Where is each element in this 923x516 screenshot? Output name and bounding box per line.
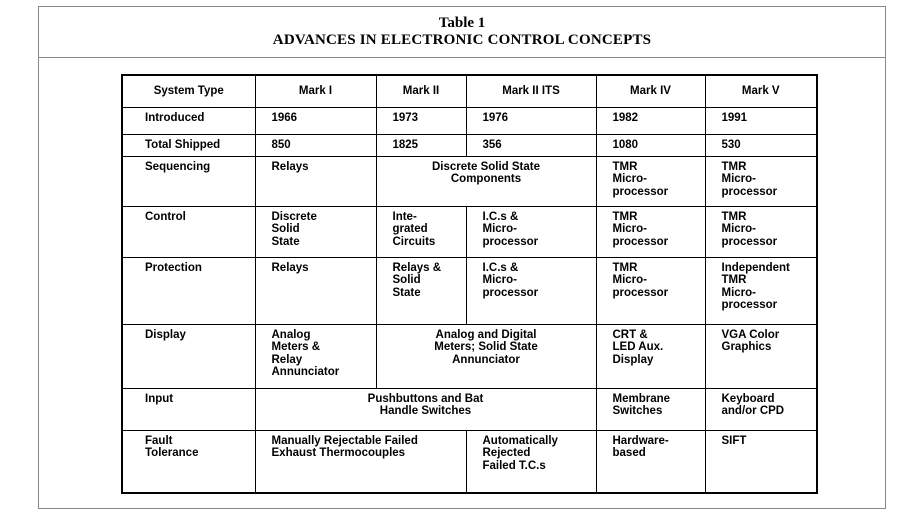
table-row-sequencing <box>122 156 817 206</box>
header-mark-4: Mark IV <box>596 75 705 107</box>
cell-fault-mark-2-its: Automatically Rejected Failed T.C.s <box>466 430 596 493</box>
cell-introduced-mark-4: 1982 <box>596 107 705 134</box>
caption-divider <box>39 57 885 58</box>
table-row-introduced <box>122 107 817 134</box>
cell-control-mark-1: Discrete Solid State <box>255 206 376 257</box>
cell-introduced-mark-2: 1973 <box>376 107 466 134</box>
row-label-sequencing: Sequencing <box>122 156 255 206</box>
cell-display-mark-4: CRT & LED Aux. Display <box>596 324 705 388</box>
table-title: ADVANCES IN ELECTRONIC CONTROL CONCEPTS <box>272 32 652 48</box>
table-number: Table 1 <box>438 15 486 31</box>
header-mark-2: Mark II <box>376 75 466 107</box>
cell-input-mark-5: Keyboard and/or CPD <box>705 388 817 430</box>
cell-display-mark-1: Analog Meters & Relay Annunciator <box>255 324 376 388</box>
header-mark-2-its: Mark II ITS <box>466 75 596 107</box>
cell-shipped-mark-5: 530 <box>705 134 817 156</box>
cell-control-mark-4: TMR Micro- processor <box>596 206 705 257</box>
cell-sequencing-mark-4: TMR Micro- processor <box>596 156 705 206</box>
cell-display-mark-2-span: Analog and Digital Meters; Solid State Annunciator <box>376 324 596 388</box>
cell-control-mark-2-its: I.C.s & Micro- processor <box>466 206 596 257</box>
cell-control-mark-2: Inte- grated Circuits <box>376 206 466 257</box>
header-mark-5: Mark V <box>705 75 817 107</box>
cell-fault-mark-4: Hardware- based <box>596 430 705 493</box>
cell-shipped-mark-2: 1825 <box>376 134 466 156</box>
cell-sequencing-mark-1: Relays <box>255 156 376 206</box>
table-row-control <box>122 206 817 257</box>
cell-sequencing-mark-2-span: Discrete Solid State Components <box>376 156 596 206</box>
row-label-total-shipped: Total Shipped <box>122 134 255 156</box>
row-label-input: Input <box>122 388 255 430</box>
row-label-fault-tolerance: Fault Tolerance <box>122 430 255 493</box>
cell-introduced-mark-1: 1966 <box>255 107 376 134</box>
cell-input-mark-1-to-its-span: Pushbuttons and Bat Handle Switches <box>255 388 596 430</box>
cell-shipped-mark-1: 850 <box>255 134 376 156</box>
row-label-display: Display <box>122 324 255 388</box>
cell-shipped-mark-2-its: 356 <box>466 134 596 156</box>
cell-input-mark-4: Membrane Switches <box>596 388 705 430</box>
row-label-introduced: Introduced <box>122 107 255 134</box>
cell-fault-mark-5: SIFT <box>705 430 817 493</box>
header-row <box>122 75 817 107</box>
cell-protection-mark-1: Relays <box>255 257 376 324</box>
table-row-protection <box>122 257 817 324</box>
table-row-display <box>122 324 817 388</box>
header-system-type: System Type <box>122 75 255 107</box>
cell-protection-mark-5: Independent TMR Micro- processor <box>705 257 817 324</box>
cell-protection-mark-4: TMR Micro- processor <box>596 257 705 324</box>
cell-display-mark-5: VGA Color Graphics <box>705 324 817 388</box>
cell-introduced-mark-2-its: 1976 <box>466 107 596 134</box>
table-row-fault-tolerance <box>122 430 817 493</box>
cell-introduced-mark-5: 1991 <box>705 107 817 134</box>
cell-sequencing-mark-5: TMR Micro- processor <box>705 156 817 206</box>
row-label-control: Control <box>122 206 255 257</box>
cell-protection-mark-2: Relays & Solid State <box>376 257 466 324</box>
table-caption <box>39 15 885 49</box>
cell-shipped-mark-4: 1080 <box>596 134 705 156</box>
cell-control-mark-5: TMR Micro- processor <box>705 206 817 257</box>
table-row-total-shipped <box>122 134 817 156</box>
cell-protection-mark-2-its: I.C.s & Micro- processor <box>466 257 596 324</box>
row-label-protection: Protection <box>122 257 255 324</box>
table-row-input <box>122 388 817 430</box>
cell-fault-mark-1-mark-2-span: Manually Rejectable Failed Exhaust Thermocouples <box>255 430 466 493</box>
header-mark-1: Mark I <box>255 75 376 107</box>
advances-table <box>121 74 818 494</box>
